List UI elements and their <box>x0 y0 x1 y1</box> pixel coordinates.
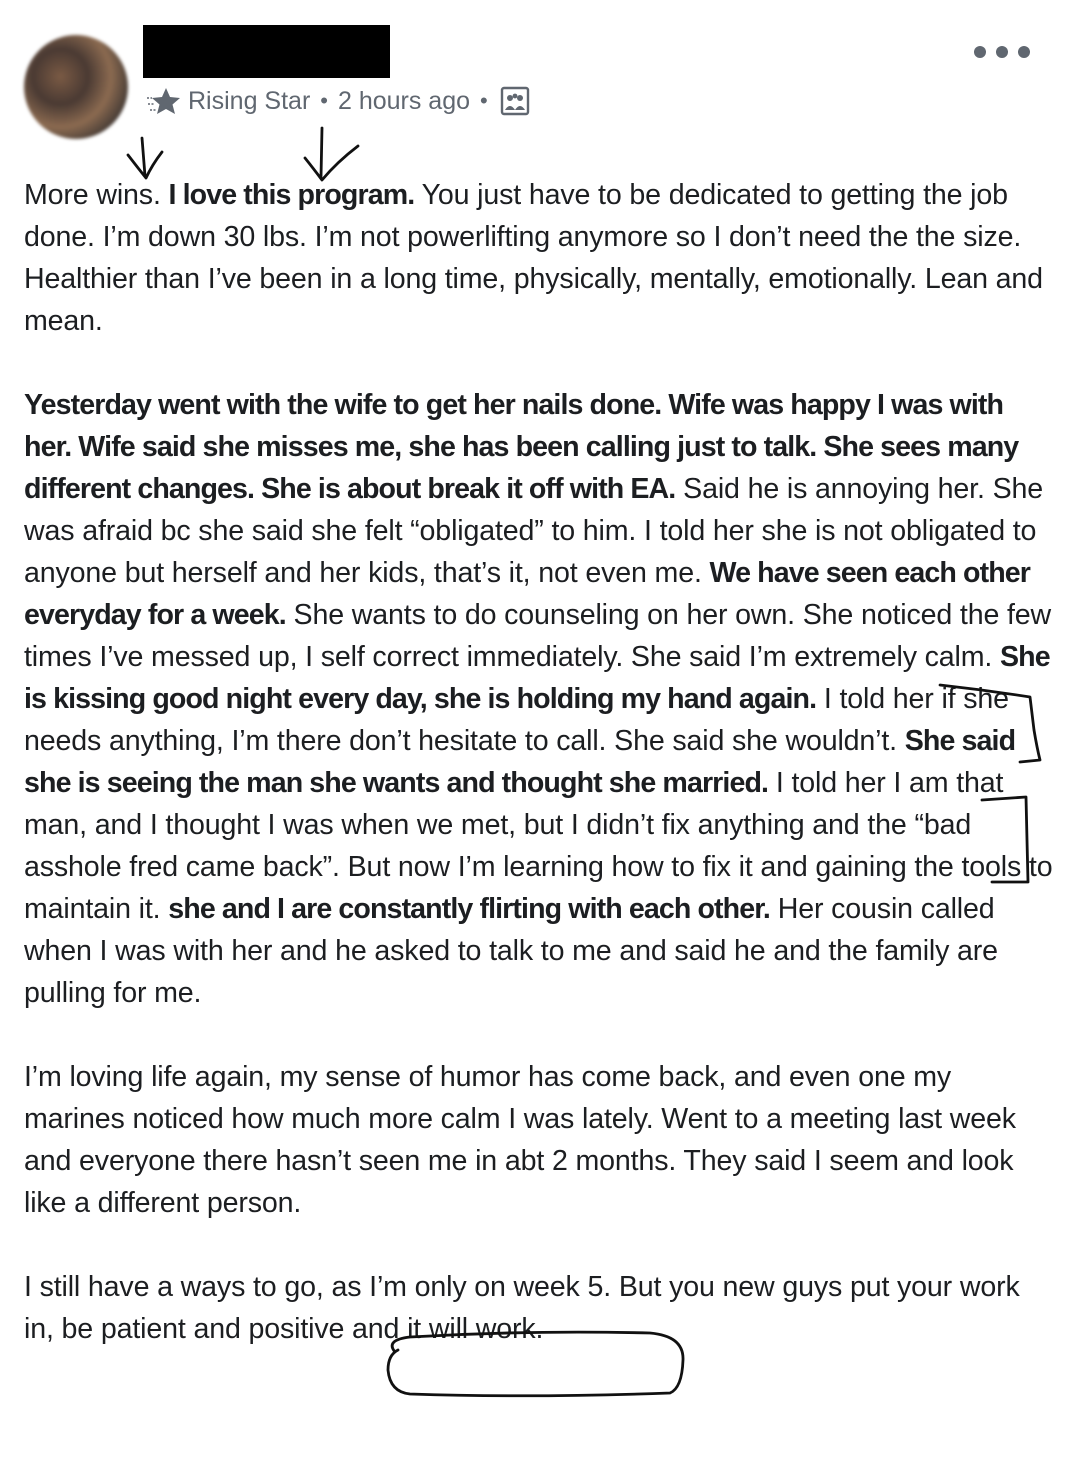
text-segment: I told her if she needs anything, I’m there don’t hesitate to call. She said she wouldn’t. <box>24 683 1009 757</box>
group-icon <box>500 86 530 116</box>
text-segment: I told her I am that man, and I thought I was when we met, but I didn’t fix anything and the “bad asshole fred came back”. But now I’m learning how to fix it and gaining the tools to maintain it. <box>24 767 1053 925</box>
more-dot <box>996 46 1008 58</box>
post-paragraph <box>24 1266 1054 1350</box>
bold-text: I love this program. <box>168 179 415 211</box>
text-segment: More wins. <box>24 179 169 211</box>
post-body <box>24 174 1054 1392</box>
bold-text: We have seen each other everyday for a week. <box>24 557 1031 631</box>
avatar[interactable] <box>24 35 128 139</box>
text-segment: I still have a ways to go, as I’m only on week 5. But you new guys put your work in, be patient and positive and it will work. <box>24 1271 1020 1345</box>
post-paragraph <box>24 1056 1054 1224</box>
text-segment: Her cousin called when I was with her and he asked to talk to me and said he and the family are pulling for me. <box>24 893 998 1009</box>
more-options-icon[interactable] <box>974 40 1030 64</box>
bold-text: She is kissing good night every day, she is holding my hand again. <box>24 641 1050 715</box>
star-icon <box>146 86 182 116</box>
text-segment: I’m loving life again, my sense of humor has come back, and even one my marines noticed how much more calm I was lately. Went to a meeting last week and everyone there hasn’t seen me in abt 2 months. They said I seem and look like a different person. <box>24 1061 1016 1219</box>
post-paragraph <box>24 174 1054 342</box>
more-dot <box>1018 46 1030 58</box>
separator: • <box>320 88 328 113</box>
bold-text: She said she is seeing the man she wants and thought she married. <box>24 725 1016 799</box>
more-dot <box>974 46 986 58</box>
post-paragraph <box>24 384 1054 1014</box>
badge-label[interactable]: Rising Star <box>188 86 311 115</box>
redacted-author-name <box>143 25 390 78</box>
bold-text: she and I are constantly flirting with each other. <box>168 893 770 925</box>
text-segment: Said he is annoying her. She was afraid bc she said she felt “obligated” to him. I told her she is not obligated to anyone but herself and her kids, that’s it, not even me. <box>24 473 1043 589</box>
post-meta <box>146 84 530 118</box>
separator: • <box>480 88 488 113</box>
text-segment: She wants to do counseling on her own. She noticed the few times I’ve messed up, I self correct immediately. She said I’m extremely calm. <box>24 599 1052 673</box>
bold-text: Yesterday went with the wife to get her nails done. Wife was happy I was with her. Wife said she misses me, she has been calling just to talk. She sees many different changes. She is about break it off with EA. <box>24 389 1019 505</box>
post-header <box>0 0 1071 140</box>
text-segment: You just have to be dedicated to getting the job done. I’m down 30 lbs. I’m not powerlifting anymore so I don’t need the the size. Healthier than I’ve been in a long time, physically, mentally, emotionally. Lean and mean. <box>24 179 1043 337</box>
timestamp[interactable]: 2 hours ago <box>337 86 471 115</box>
arrow-down-icon <box>128 138 162 178</box>
